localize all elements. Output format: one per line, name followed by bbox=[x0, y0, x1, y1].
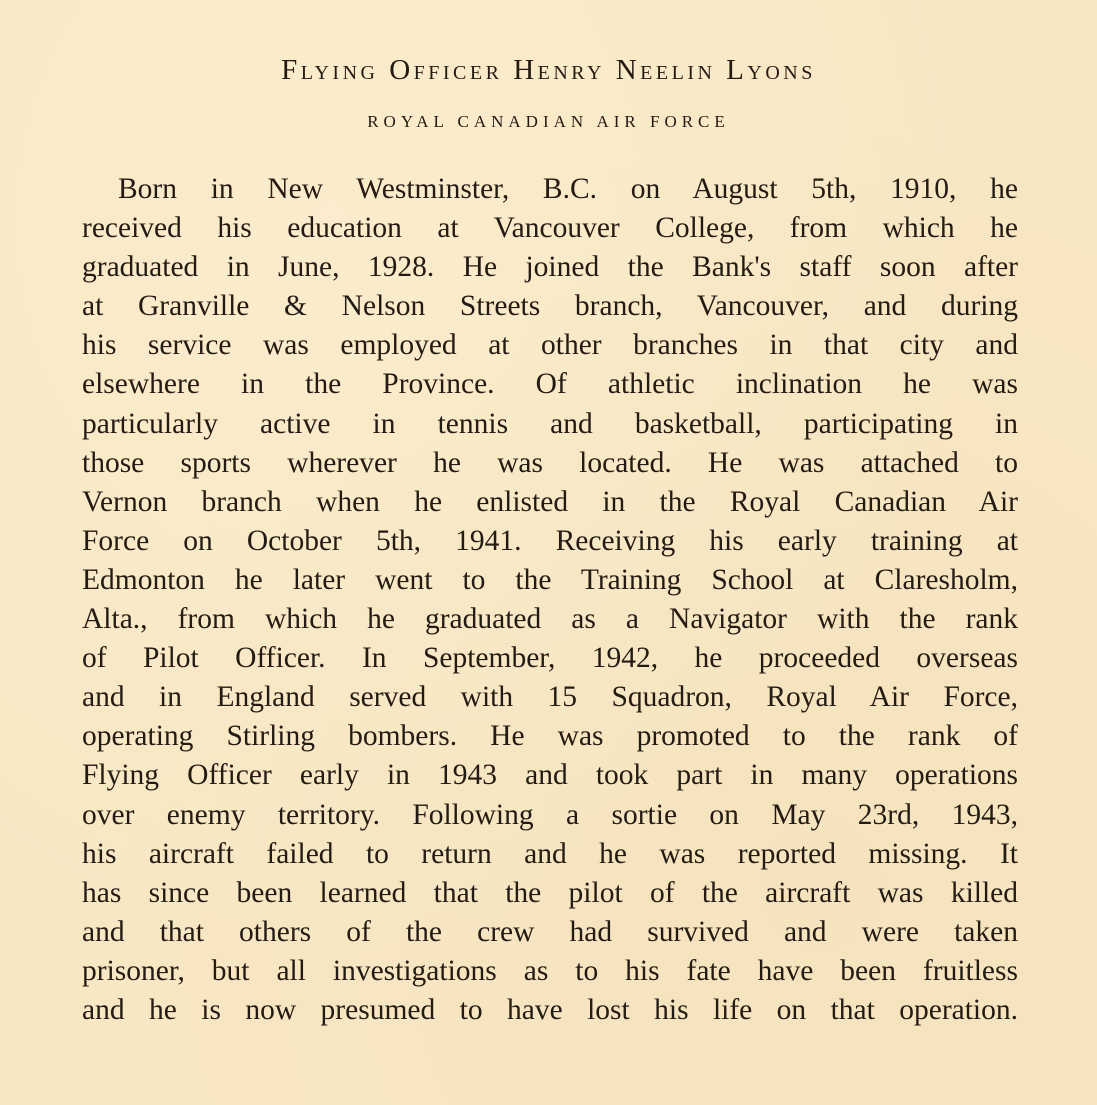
line-text: prisoner, but all investigations as to his fate have been fruitless bbox=[82, 954, 1018, 987]
paragraph-line bbox=[82, 874, 1018, 913]
line-text: operating Stirling bombers. He was promoted to the rank of bbox=[82, 720, 1018, 753]
biography-paragraph bbox=[82, 170, 1018, 1030]
paragraph-line bbox=[82, 209, 1018, 248]
line-text: has since been learned that the pilot of the aircraft was killed bbox=[82, 876, 1018, 909]
paragraph-line bbox=[82, 444, 1018, 483]
line-text: Vernon branch when he enlisted in the Royal Canadian Air bbox=[82, 485, 1018, 518]
paragraph-line bbox=[82, 717, 1018, 756]
paragraph-line bbox=[82, 678, 1018, 717]
line-text: his service was employed at other branches in that city and bbox=[82, 329, 1018, 362]
line-text: particularly active in tennis and basketball, participating in bbox=[82, 407, 1018, 440]
line-text: Flying Officer early in 1943 and took part in many operations bbox=[82, 759, 1018, 792]
paragraph-line bbox=[82, 639, 1018, 678]
paragraph-line bbox=[82, 756, 1018, 795]
line-text: Force on October 5th, 1941. Receiving his early training at bbox=[82, 524, 1018, 557]
line-text: at Granville & Nelson Streets branch, Vancouver, and during bbox=[82, 290, 1018, 323]
line-text: of Pilot Officer. In September, 1942, he proceeded overseas bbox=[82, 642, 1018, 675]
line-text: those sports wherever he was located. He was attached to bbox=[82, 446, 1018, 479]
paragraph-line bbox=[82, 796, 1018, 835]
paragraph-line bbox=[82, 405, 1018, 444]
paragraph-line bbox=[82, 561, 1018, 600]
paragraph-line bbox=[82, 991, 1018, 1030]
paragraph-line bbox=[82, 483, 1018, 522]
paragraph-line bbox=[82, 835, 1018, 874]
paragraph-line bbox=[82, 170, 1018, 209]
line-text: and he is now presumed to have lost his life on that operation. bbox=[82, 993, 1018, 1026]
line-text: over enemy territory. Following a sortie on May 23rd, 1943, bbox=[82, 798, 1018, 831]
page-subtitle: ROYAL CANADIAN AIR FORCE bbox=[367, 112, 730, 131]
line-text: Born in New Westminster, B.C. on August 5th, 1910, he bbox=[118, 173, 1018, 205]
paragraph-line bbox=[82, 952, 1018, 991]
paragraph-line bbox=[82, 600, 1018, 639]
line-text: his aircraft failed to return and he was reported missing. It bbox=[82, 837, 1018, 870]
paragraph-line bbox=[82, 913, 1018, 952]
page-title: Flying Officer Henry Neelin Lyons bbox=[281, 54, 816, 86]
paragraph-line bbox=[82, 365, 1018, 404]
line-text: elsewhere in the Province. Of athletic inclination he was bbox=[82, 368, 1018, 401]
line-text: and that others of the crew had survived and were taken bbox=[82, 915, 1018, 948]
paragraph-line bbox=[82, 522, 1018, 561]
paragraph-line bbox=[82, 287, 1018, 326]
paragraph-line bbox=[82, 326, 1018, 365]
line-text: Edmonton he later went to the Training School at Claresholm, bbox=[82, 563, 1018, 596]
line-text: Alta., from which he graduated as a Navigator with the rank bbox=[82, 603, 1018, 636]
paragraph-line bbox=[82, 248, 1018, 287]
line-text: and in England served with 15 Squadron, Royal Air Force, bbox=[82, 681, 1018, 714]
line-text: graduated in June, 1928. He joined the Bank's staff soon after bbox=[82, 251, 1018, 284]
line-text: received his education at Vancouver College, from which he bbox=[82, 212, 1018, 245]
